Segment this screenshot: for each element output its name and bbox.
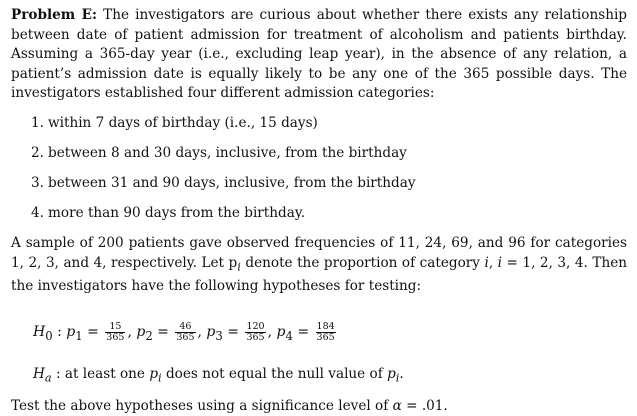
- category-list: [11, 114, 627, 223]
- sample-description: A sample of 200 patients gave observed frequencies of 11, 24, 69, and 96 for categories 1, 2, 3, and 4, respectively. Let $p_i$ denote the proportion of category i, i = 1, 2, 3, 4. Then the investigators have the following hypotheses for testing:: [11, 234, 627, 294]
- fraction: $\frac{120}{365}$: [246, 320, 265, 343]
- list-item: 2. between 8 and 30 days, inclusive, from the birthday: [31, 144, 407, 161]
- null-term: $p_2$ = $\frac{46}{365}$ ,: [136, 320, 202, 344]
- list-item: 1. within 7 days of birthday (i.e., 15 days): [31, 114, 318, 131]
- alternative-hypothesis: $H_a$ : at least one $p_i$ does not equal the null value of $p_i$.: [33, 366, 404, 385]
- null-hypothesis: $H_0$ : $p_1$ = $\frac{15}{365}$ , $p_2$ = $\frac{46}{365}$ , $p_3$ = $\frac{120}{365}$ , $p_4$ = $\frac{184}{365}$: [33, 320, 627, 348]
- problem-intro-text: The investigators are curious about whether there exists any relationship between date of patient admission for treatment of alcoholism and patients birthday. Assuming a 365-day year (i.e., excluding leap year), in the absence of any relation, a patient’s admission date is equally likely to be any one of the 365 possible days. The investigators established four different admission categories:: [11, 7, 627, 102]
- null-term: $p_1$ = $\frac{15}{365}$ ,: [66, 320, 132, 344]
- fraction: $\frac{15}{365}$: [106, 320, 125, 343]
- fraction: $\frac{184}{365}$: [316, 320, 335, 343]
- list-item: 4. more than 90 days from the birthday.: [31, 204, 306, 221]
- null-term: $p_3$ = $\frac{120}{365}$ ,: [206, 320, 273, 344]
- problem-intro: [11, 6, 627, 104]
- test-instruction: Test the above hypotheses using a significance level of α = .01.: [11, 397, 448, 414]
- null-term: $p_4$ = $\frac{184}{365}$: [276, 320, 335, 344]
- fraction: $\frac{46}{365}$: [176, 320, 195, 343]
- list-item: 3. between 31 and 90 days, inclusive, from the birthday: [31, 174, 416, 191]
- problem-label: Problem E:: [11, 7, 98, 23]
